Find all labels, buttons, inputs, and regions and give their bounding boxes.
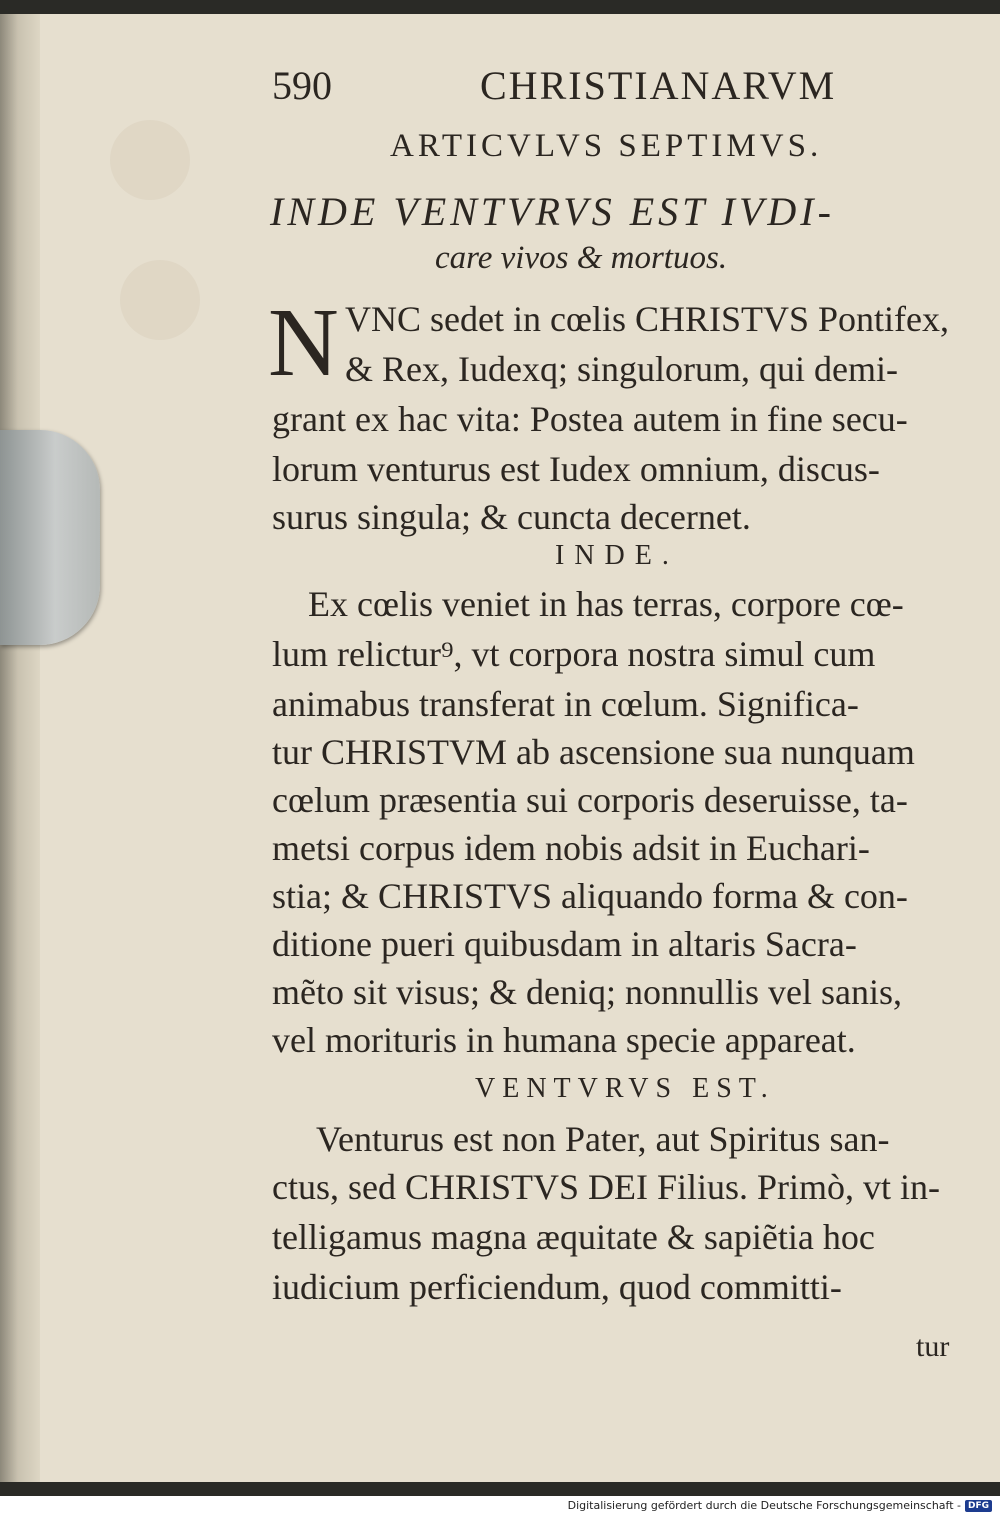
text-line: lum relictur⁹, vt corpora nostra simul cum xyxy=(272,634,876,674)
bleed-through-mark xyxy=(110,120,190,200)
text-line: vel morituris in humana specie appareat. xyxy=(272,1020,856,1060)
page-stack-edge xyxy=(0,14,40,1482)
dfg-logo: DFG xyxy=(965,1500,992,1512)
running-head: CHRISTIANARVM xyxy=(480,63,837,108)
text-line: & Rex, Iudexq; singulorum, qui demi- xyxy=(345,349,898,389)
catchword: tur xyxy=(916,1330,950,1363)
text-line: ctus, sed CHRISTVS DEI Filius. Primò, vt in- xyxy=(272,1167,941,1207)
text-line: animabus transferat in cœlum. Significa- xyxy=(272,684,859,724)
text-line: telligamus magna æquitate & sapiẽtia hoc xyxy=(272,1217,875,1257)
text-line: mẽto sit visus; & deniq; nonnullis vel sanis, xyxy=(272,972,902,1012)
text-line: stia; & CHRISTVS aliquando forma & con- xyxy=(272,876,908,916)
text-line: VNC sedet in cœlis CHRISTVS Pontifex, xyxy=(345,299,950,339)
text-line: metsi corpus idem nobis adsit in Euchari- xyxy=(272,828,870,868)
digitization-credit xyxy=(568,1499,992,1512)
section-heading: VENTVRVS EST. xyxy=(475,1073,775,1104)
bleed-through-mark xyxy=(120,260,200,340)
text-line: Ex cœlis veniet in has terras, corpore cœ- xyxy=(308,584,904,624)
article-heading: ARTICVLVS SEPTIMVS. xyxy=(390,128,823,164)
section-heading: INDE. xyxy=(555,540,679,571)
text-line: iudicium perficiendum, quod committi- xyxy=(272,1267,842,1307)
credit-text: Digitalisierung gefördert durch die Deutsche Forschungsgemeinschaft - xyxy=(567,1499,961,1512)
page-clip xyxy=(0,430,100,645)
italic-title-line-2: care vivos & mortuos. xyxy=(435,240,728,276)
italic-title-line-1: INDE VENTVRVS EST IVDI- xyxy=(270,189,835,234)
text-line: surus singula; & cuncta decernet. xyxy=(272,497,751,537)
text-line: tur CHRISTVM ab ascensione sua nunquam xyxy=(272,732,915,772)
text-line: grant ex hac vita: Postea autem in fine secu- xyxy=(272,399,908,439)
drop-cap: N xyxy=(268,289,339,397)
page-number: 590 xyxy=(272,63,332,108)
text-line: cœlum præsentia sui corporis deseruisse, ta- xyxy=(272,780,908,820)
text-line: lorum venturus est Iudex omnium, discus- xyxy=(272,449,880,489)
text-line: Venturus est non Pater, aut Spiritus san- xyxy=(316,1119,890,1159)
text-line: ditione pueri quibusdam in altaris Sacra- xyxy=(272,924,857,964)
